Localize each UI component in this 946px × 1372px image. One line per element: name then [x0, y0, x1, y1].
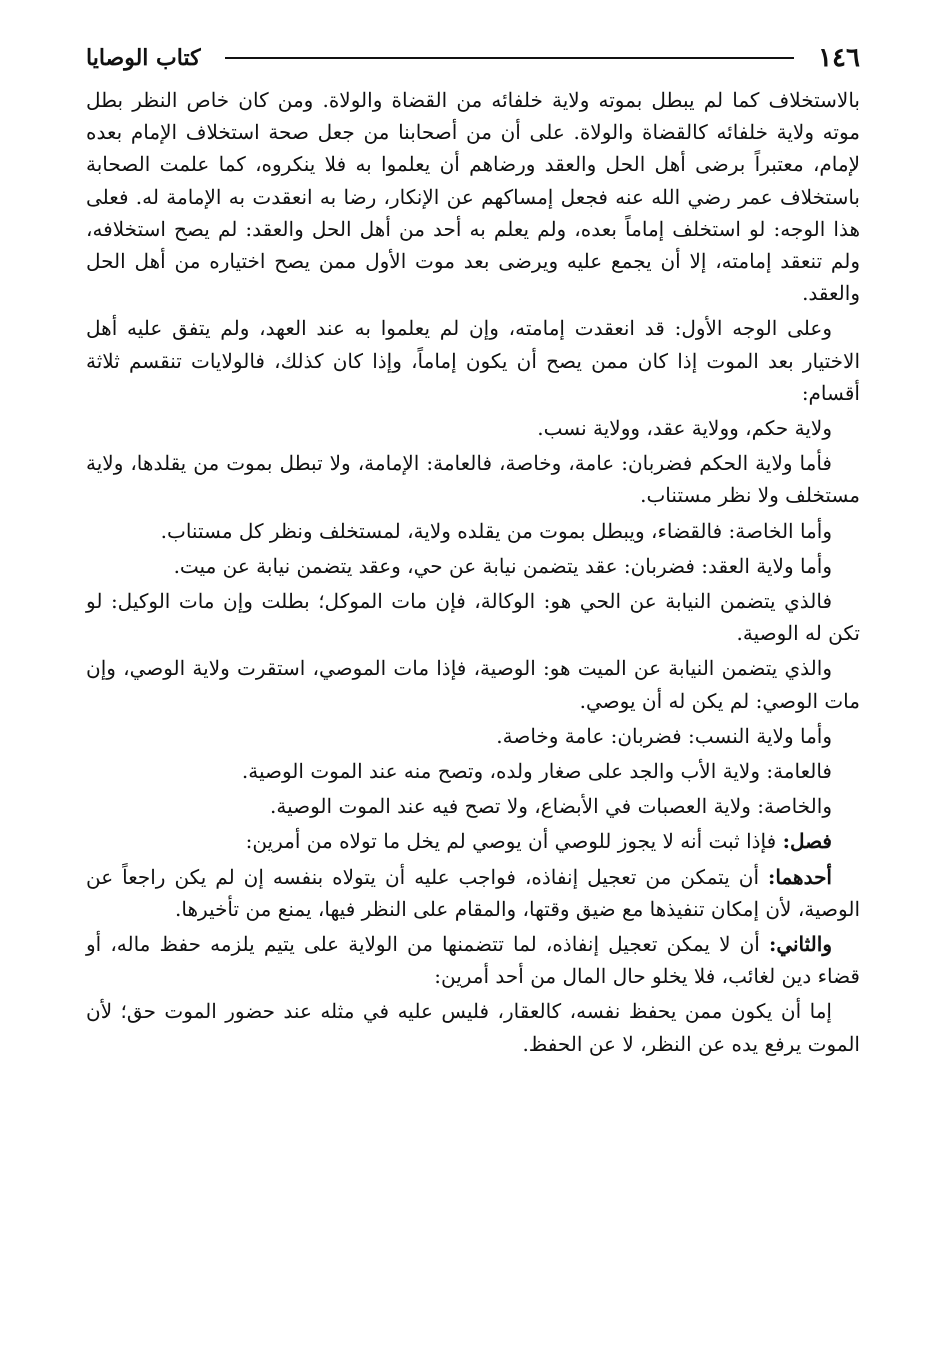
running-header	[86, 38, 860, 78]
paragraph-text: فإذا ثبت أنه لا يجوز للوصي أن يوصي لم يخل ما تولاه من أمرين:	[245, 829, 783, 854]
paragraph: فالعامة: ولاية الأب والجد على صغار ولده، وتصح منه عند الموت الوصية.	[241, 759, 832, 784]
paragraph: والذي يتضمن النيابة عن الميت هو: الوصية، فإذا مات الموصي، استقرت ولاية الوصي، وإن مات الوصي: لم يكن له أن يوصي.	[86, 656, 860, 713]
paragraph: وأما ولاية النسب: فضربان: عامة وخاصة.	[496, 723, 832, 748]
paragraph-text: أن لا يمكن تعجيل إنفاذه، لما تتضمنها من الولاية على يتيم يلزمه حفظ ماله، أو قضاء دين لغائب، فلا يخلو حال المال من أحد أمرين:	[86, 932, 860, 989]
section-lead: أحدهما:	[767, 864, 832, 889]
section-lead: والثاني:	[768, 932, 832, 957]
paragraph: فأما ولاية الحكم فضربان: عامة، وخاصة، فالعامة: الإمامة، ولا تبطل بموت من يقلدها، ولاية مستخلف ولا نظر مستناب.	[86, 451, 860, 508]
paragraph: وأما ولاية العقد: فضربان: عقد يتضمن نيابة عن حي، وعقد يتضمن نيابة عن ميت.	[173, 553, 832, 578]
book-title: كتاب الوصايا	[86, 45, 201, 71]
paragraph: بالاستخلاف كما لم يبطل بموته ولاية خلفائه من القضاة والولاة. ومن كان خاص النظر بطل موته ولاية خلفائه كالقضاة والولاة. على أن من أصحابنا من جعل صحة استخلاف الإمام بعده لإمام، معتبراً برضى أهل الحل والعقد ورضاهم أن يعلموا به فلا ينكروه، كما علمت الصحابة باستخلاف عمر رضي الله عنه فجعل إمساكهم عن الإنكار، رضا به انعقدت به الإمامة له. فعلى هذا الوجه: لو استخلف إماماً بعده، ولم يعلم به أحد من أهل الحل والعقد: لم يصح استخلافه، ولم تنعقد إمامته، إلا أن يجمع عليه ويرضى بعد موت الأول ممن يصح اختياره من أهل الحل والعقد.	[86, 88, 860, 306]
section-lead: فصل:	[782, 829, 832, 854]
paragraph: إما أن يكون ممن يحفظ نفسه، كالعقار، فليس عليه في مثله عند حضور الموت حق؛ لأن الموت يرفع يده عن النظر، لا عن الحفظ.	[86, 999, 860, 1056]
section-paragraph	[86, 861, 860, 925]
header-rule	[225, 57, 795, 59]
paragraph: وعلى الوجه الأول: قد انعقدت إمامته، وإن لم يعلموا به عند العهد، ولم يتفق عليه أهل الاختيار بعد الموت إذا كان ممن يصح أن يكون إماماً، وإذا كان كذلك، فالولايات تنقسم ثلاثة أقسام:	[86, 316, 860, 405]
body-text	[86, 84, 860, 1060]
paragraph: ولاية حكم، وولاية عقد، وولاية نسب.	[537, 416, 832, 441]
paragraph: وأما الخاصة: فالقضاء، ويبطل بموت من يقلده ولاية، لمستخلف ونظر كل مستناب.	[160, 518, 832, 543]
section-paragraph	[86, 825, 860, 857]
paragraph-text: أن يتمكن من تعجيل إنفاذه، فواجب عليه أن يتولاه بنفسه إن لم يكن راجعاً عن الوصية، لأن إمكان تنفيذها مع ضيق وقتها، والمقام على النظر فيها، يمنع من تأخيرها.	[86, 864, 860, 921]
section-paragraph	[86, 928, 860, 992]
paragraph: فالذي يتضمن النيابة عن الحي هو: الوكالة، فإن مات الموكل؛ بطلت وإن مات الوكيل: لو تكن له الوصية.	[86, 589, 860, 646]
page-number: ١٤٦	[818, 43, 860, 73]
paragraph: والخاصة: ولاية العصبات في الأبضاع، ولا تصح فيه عند الموت الوصية.	[270, 794, 832, 819]
